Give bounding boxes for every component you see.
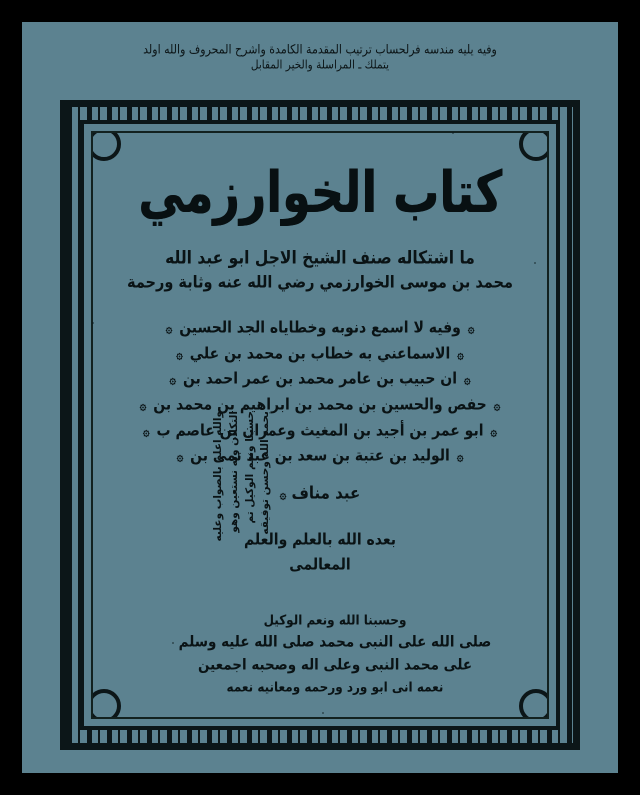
- isnad-line-text: حفص والحسين بن محمد بن ابراهيم بن محمد بن: [153, 395, 487, 414]
- isnad-list: [109, 318, 531, 468]
- bottom-text-block: [153, 610, 517, 697]
- list-item: [109, 445, 531, 469]
- ornament-mark-icon: ۞: [279, 487, 287, 503]
- bottom-line-4: نعمه انى ابو ورد ورحمه ومعانيه نعمه: [226, 678, 444, 695]
- scan-speck: [92, 322, 94, 324]
- top-note-line-2: يتملك ـ المراسلة والخير المقابل: [250, 57, 390, 72]
- page-title: كتاب الخوارزمي: [138, 158, 502, 226]
- side-note-line-2: التكلان وبه نستعين وهو: [227, 411, 240, 533]
- scan-speck: [172, 642, 174, 644]
- decorative-border-middle: [80, 120, 560, 730]
- closing-line-1: بعده الله بالعلم والعلم: [243, 531, 397, 549]
- decorative-border-inner: [91, 131, 549, 719]
- scan-speck: [452, 132, 454, 134]
- single-name-text: عبد مناف: [291, 483, 361, 504]
- closing-line-2: المعالمى: [289, 556, 351, 575]
- ornament-mark-icon: ۞: [165, 321, 173, 337]
- list-item: [109, 317, 531, 341]
- ornament-mark-icon: ۞: [490, 424, 497, 439]
- ornament-mark-icon: ۞: [176, 449, 184, 465]
- ornament-mark-icon: ۞: [464, 372, 471, 388]
- isnad-line-text: الوليد بن عتبة بن سعد بن عبد تمى بن: [190, 447, 450, 466]
- ornament-mark-icon: ۞: [143, 424, 150, 439]
- subtitle-block: [109, 245, 531, 296]
- isnad-line-text: ابو عمر بن أجيد بن المغيث وعمران بن عاصم ب: [156, 421, 484, 440]
- list-item: [109, 419, 531, 443]
- subtitle-line-1: ما اشتكاله صنف الشيخ الاجل ابو عبد الله: [165, 247, 475, 269]
- closing-lines: [109, 528, 531, 578]
- ornament-mark-icon: ۞: [176, 347, 183, 362]
- ornament-mark-icon: ۞: [139, 398, 147, 414]
- manuscript-paper: [22, 22, 618, 773]
- ornament-mark-icon: ۞: [457, 347, 464, 362]
- side-note-line-4: بحمد الله وحسن توفيقه: [259, 411, 272, 535]
- isnad-line-text: وفيه لا اسمع دنوبه وخطاياه الجد الحسين: [179, 318, 461, 337]
- bottom-line-1: وحسبنا الله ونعم الوكيل: [263, 612, 407, 629]
- list-item: [109, 394, 531, 418]
- side-marginal-note: [211, 411, 274, 611]
- subtitle-line-2: محمد بن موسى الخوارزمي رضي الله عنه وثابة ورحمة: [127, 274, 513, 293]
- bottom-line-3: على محمد النبى وعلى اله وصحبه اجمعين: [197, 655, 473, 674]
- single-name-line: [109, 483, 531, 503]
- isnad-line-text: الاسماعني به خطاب بن محمد بن علي: [189, 344, 451, 363]
- scan-speck: [322, 712, 324, 714]
- scan-speck: [534, 262, 536, 264]
- side-note-line-1: والله اعلم بالصواب وعليه: [212, 411, 224, 542]
- ornament-mark-icon: ۞: [169, 372, 176, 388]
- decorative-border-outer: [60, 100, 580, 750]
- list-item: [109, 342, 531, 366]
- bottom-line-2: صلى الله على النبى محمد صلى الله عليه وسلم: [178, 632, 492, 651]
- page-content: [93, 133, 547, 717]
- top-note-line-1: وفيه يليه مندسه فرلحساب ترتيب المقدمة الكامدة واشرح المحروف والله اولد: [143, 41, 497, 57]
- ornament-mark-icon: ۞: [456, 449, 464, 465]
- list-item: [109, 368, 531, 392]
- ornament-mark-icon: ۞: [493, 398, 501, 414]
- side-note-line-3: حسبنا ونعم الوكيل تم: [243, 411, 256, 524]
- ornament-mark-icon: ۞: [467, 321, 475, 337]
- top-marginal-note: [52, 42, 588, 73]
- isnad-line-text: ان حبيب بن عامر محمد بن عمر احمد بن: [182, 370, 458, 389]
